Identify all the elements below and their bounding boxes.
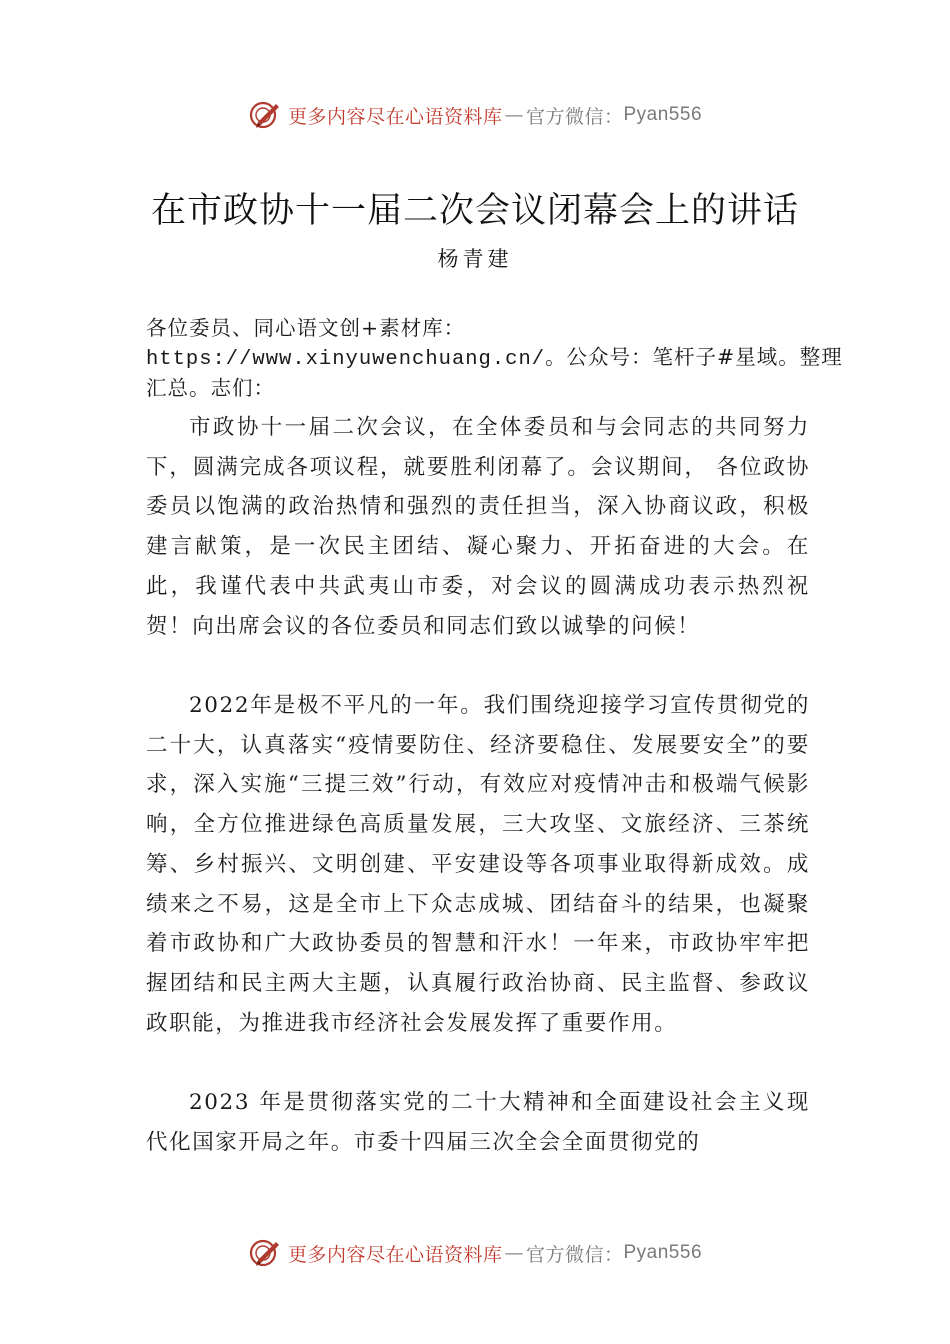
paragraph-2: 2022年是极不平凡的一年。我们围绕迎接学习宣传贯彻党的二十大，认真落实“疫情要防住、经济要稳住、发展要安全”的要求，深入实施“三提三效”行动，有效应对疫情冲击和极端气候影响，全方位推进绿色高质量发展，三大攻坚、文旅经济、三茶统筹、乡村振兴、文明创建、平安建设等各项事业取得新成效。成绩来之不易，这是全市上下众志成城、团结奋斗的结果，也凝聚着市政协和广大政协委员的智慧和汗水！一年来，市政协牢牢把握团结和民主两大主题，认真履行政治协商、民主监督、参政议政职能，为推进我市经济社会发展发挥了重要作用。 xyxy=(146,693,810,1036)
banner-wechat-label: 官方微信： xyxy=(525,1243,624,1266)
header-banner xyxy=(0,95,950,135)
banner-wechat-id: Pyan556 xyxy=(623,104,703,125)
footer-banner xyxy=(0,1233,950,1273)
salutation xyxy=(146,314,846,403)
document-author: 杨青建 xyxy=(437,247,513,271)
document-title: 在市政协十一届二次会议闭幕会上的讲话 xyxy=(150,191,799,231)
paragraph-3: 2023 年是贯彻落实党的二十大精神和全面建设社会主义现代化国家开局之年。市委十四届三次全会全面贯彻党的 xyxy=(146,1090,810,1155)
banner-wechat-label: 官方微信： xyxy=(525,105,624,128)
banner-wechat-id: Pyan556 xyxy=(623,1242,703,1263)
paragraph-1: 市政协十一届二次会议，在全体委员和与会同志的共同努力下，圆满完成各项议程，就要胜利闭幕了。会议期间， 各位政协委员以饱满的政治热情和强烈的责任担当，深入协商议政，积极建言献策，是一次民主团结、凝心聚力、开拓奋进的大会。在此，我谨代表中共武夷山市委，对会议的圆满成功表示热烈祝贺！向出席会议的各位委员和同志们致以诚挚的问候！ xyxy=(146,415,810,639)
salutation-url: https://www.xinyuwenchuang.cn/ xyxy=(146,348,546,371)
seal-pen-icon xyxy=(248,98,282,132)
salutation-part2: 。公众号：笔杆子#星域。整理汇总。志们： xyxy=(146,345,843,400)
banner-dash: — xyxy=(504,104,524,126)
banner-promo-text: 更多内容尽在心语资料库 xyxy=(287,105,503,128)
banner-promo-text: 更多内容尽在心语资料库 xyxy=(287,1243,503,1266)
seal-pen-icon xyxy=(248,1236,282,1270)
salutation-part1: 各位委员、同心语文创+素材库： xyxy=(146,316,466,340)
banner-dash: — xyxy=(504,1242,524,1264)
